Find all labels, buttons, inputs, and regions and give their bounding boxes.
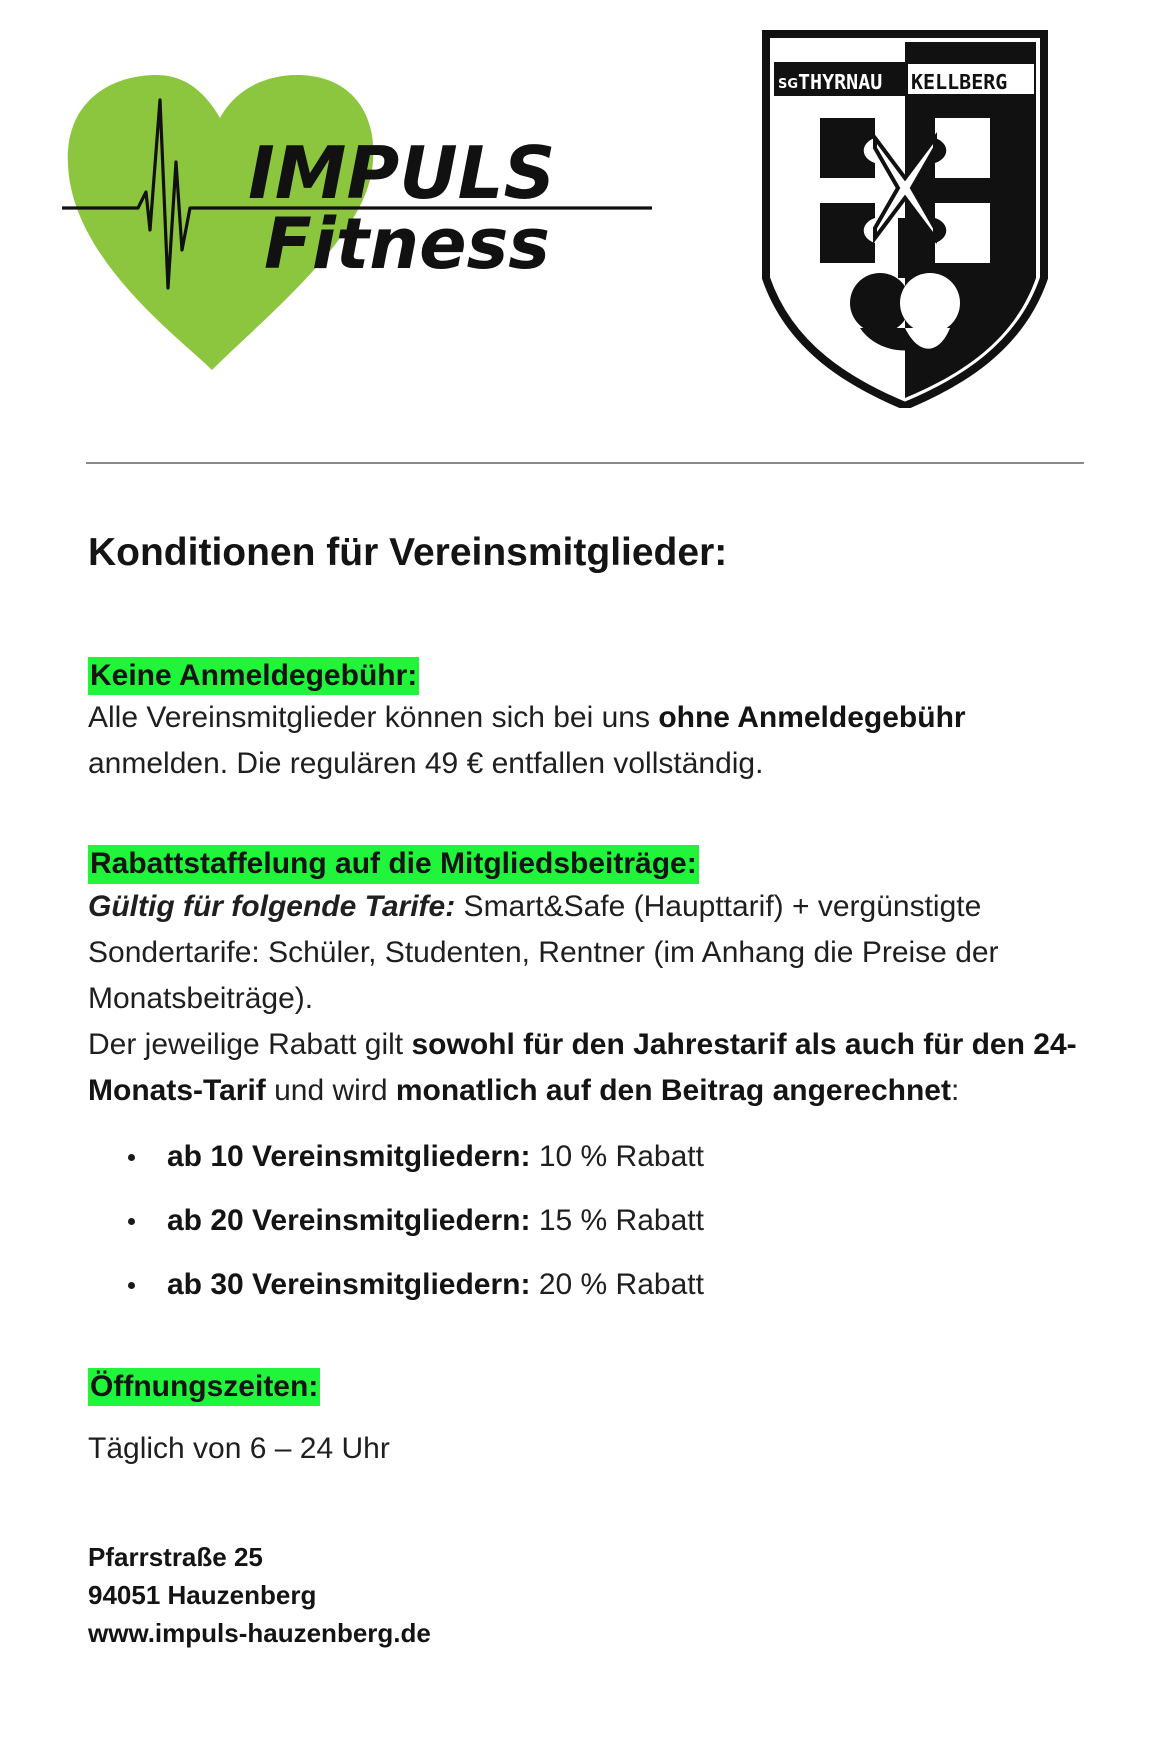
rule-text-part: und wird — [265, 1073, 396, 1107]
tier-label: ab 20 Vereinsmitgliedern: — [167, 1203, 531, 1237]
bullet-icon — [128, 1154, 135, 1161]
registration-text-part: Alle Vereinsmitglieder können sich bei uns — [88, 701, 659, 735]
rule-text-bold: sowohl für den Jahrestarif als auch für den 24-Monats-Tarif — [88, 1027, 1077, 1107]
section-title-registration: Keine Anmeldegebühr: — [88, 657, 419, 695]
list-item — [88, 1262, 1088, 1308]
tier-value: 15 % Rabatt — [530, 1203, 704, 1237]
tier-label: ab 30 Vereinsmitgliedern: — [167, 1267, 531, 1301]
valid-tariffs-text — [88, 884, 1088, 1022]
logo-word-impuls: IMPULS — [248, 131, 556, 215]
discount-rule-text — [88, 1022, 1088, 1114]
tier-label: ab 10 Vereinsmitgliedern: — [167, 1139, 531, 1173]
registration-text-bold: ohne Anmeldegebühr — [658, 701, 966, 735]
section-hours — [88, 1368, 1088, 1472]
main-content — [88, 530, 1088, 1652]
rule-text-bold: monatlich auf den Beitrag angerechnet — [395, 1073, 951, 1107]
address-block — [88, 1538, 1088, 1652]
section-discount — [88, 845, 1088, 1307]
page-title: Konditionen für Vereinsmitglieder: — [88, 531, 728, 574]
crest-sg-text: SG — [778, 77, 799, 92]
crest-name-left: THYRNAU — [798, 70, 883, 94]
address-city: 94051 Hauzenberg — [88, 1579, 317, 1610]
rule-text-part: : — [950, 1073, 960, 1107]
website-link[interactable]: www.impuls-hauzenberg.de — [88, 1617, 431, 1648]
impuls-fitness-logo — [62, 70, 652, 380]
registration-text — [88, 695, 1088, 787]
valid-tariffs-value: Smart&Safe (Haupttarif) + vergünstigte Sondertarife: Schüler, Studenten, Rentner (im Anhang die Preise der Monatsbeiträge). — [88, 889, 999, 1015]
section-title-discount: Rabattstaffelung auf die Mitgliedsbeiträge: — [88, 845, 699, 883]
crest-name-right: KELLBERG — [911, 70, 1008, 94]
registration-text-part: anmelden. Die regulären 49 € entfallen vollständig. — [88, 747, 764, 781]
list-item — [88, 1198, 1088, 1244]
tier-value: 20 % Rabatt — [530, 1267, 704, 1301]
valid-tariffs-label: Gültig für folgende Tarife: — [88, 889, 456, 923]
tier-value: 10 % Rabatt — [530, 1139, 704, 1173]
logo-word-fitness: Fitness — [264, 203, 550, 285]
sg-thyrnau-kellberg-crest — [760, 28, 1050, 408]
rule-text-part: Der jeweilige Rabatt gilt — [88, 1027, 412, 1061]
section-registration — [88, 657, 1088, 787]
section-title-hours: Öffnungszeiten: — [88, 1368, 320, 1406]
header-divider — [86, 462, 1084, 464]
list-item — [88, 1134, 1088, 1180]
discount-tier-list — [88, 1134, 1088, 1308]
bullet-icon — [128, 1218, 135, 1225]
opening-hours-text: Täglich von 6 – 24 Uhr — [88, 1431, 390, 1465]
bullet-icon — [128, 1282, 135, 1289]
address-street: Pfarrstraße 25 — [88, 1541, 263, 1572]
